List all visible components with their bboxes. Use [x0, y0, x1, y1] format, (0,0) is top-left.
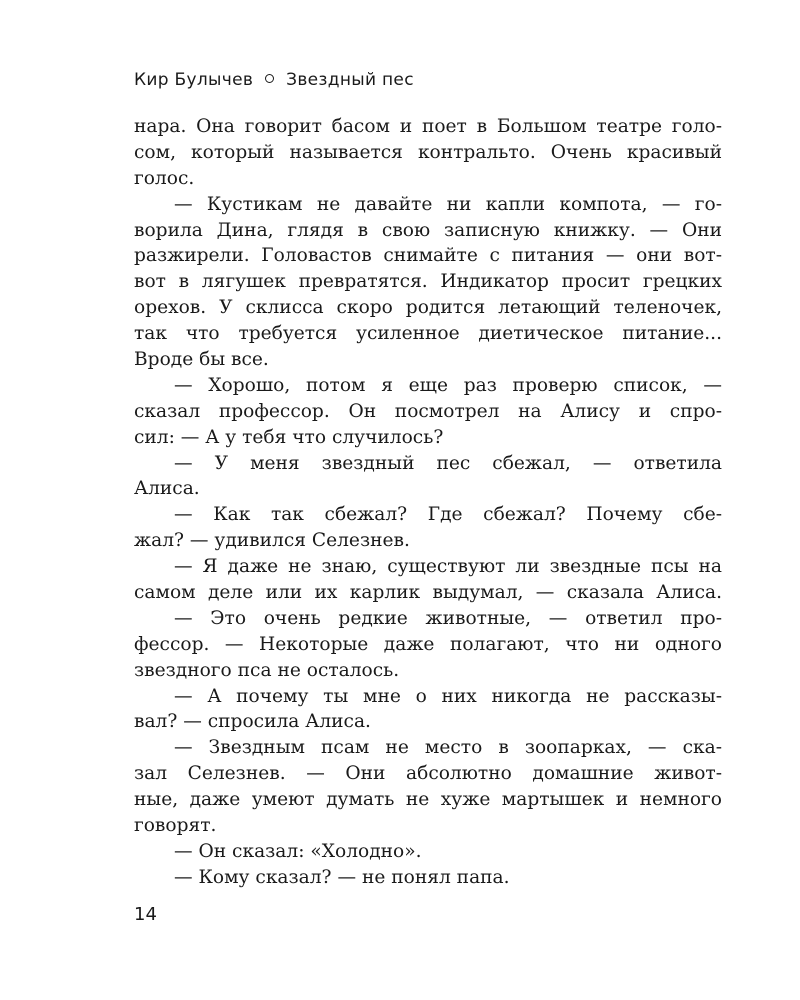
text-line: жал? — удивился Селезнев.: [134, 530, 410, 552]
text-line: Вроде бы все.: [134, 349, 269, 371]
text-line: нара. Она говорит басом и поет в Большом театре голо-: [134, 116, 722, 137]
running-header: [134, 70, 414, 90]
text-line: вал? — спросила Алиса.: [134, 711, 371, 733]
text-line: — Я даже не знаю, существуют ли звездные псы на: [174, 556, 722, 578]
text-line: — Кустикам не давайте ни капли компота, — го-: [174, 193, 722, 215]
header-author: Кир Булычев: [134, 70, 254, 90]
text-line: ные, даже умеют думать не хуже мартышек и немного: [134, 789, 722, 811]
text-line: вот в лягушек превратятся. Индикатор просит грецких: [134, 271, 722, 293]
text-line: Алиса.: [134, 478, 200, 500]
text-line: — Кому сказал? — не понял папа.: [174, 866, 510, 888]
text-line: ворила Дина, глядя в свою записную книжку. — Они: [134, 219, 722, 241]
text-line: фессор. — Некоторые даже полагают, что ни одного: [134, 633, 722, 655]
text-line: так что требуется усиленное диетическое питание...: [134, 323, 722, 345]
text-line: — У меня звездный пес сбежал, — ответила: [174, 452, 722, 474]
text-line: — А почему ты мне о них никогда не рассказы-: [174, 685, 722, 707]
text-line: сом, который называется контральто. Очень красивый: [134, 141, 722, 163]
text-line: орехов. У склисса скоро родится летающий теленочек,: [134, 297, 722, 319]
text-line: сил: — А у тебя что случилось?: [134, 426, 444, 448]
text-line: говорят.: [134, 815, 217, 837]
text-line: — Он сказал: «Холодно».: [174, 840, 422, 862]
text-line: сказал профессор. Он посмотрел на Алису и спро-: [134, 400, 722, 422]
header-title: Звездный пес: [286, 70, 414, 90]
text-line: зал Селезнев. — Они абсолютно домашние живот-: [134, 763, 722, 785]
page-number: 14: [134, 904, 157, 925]
body-text: [134, 114, 722, 891]
text-line: — Звездным псам не место в зоопарках, — ска-: [174, 737, 722, 759]
text-line: голос.: [134, 167, 195, 189]
text-line: — Как так сбежал? Где сбежал? Почему сбе-: [174, 504, 722, 526]
text-line: — Хорошо, потом я еще раз проверю список, —: [174, 374, 722, 396]
text-line: самом деле или их карлик выдумал, — сказала Алиса.: [134, 582, 722, 604]
header-separator-icon: [265, 74, 274, 83]
text-line: звездного пса не осталось.: [134, 659, 400, 681]
text-line: — Это очень редкие животные, — ответил про-: [174, 607, 722, 629]
text-line: разжирели. Головастов снимайте с питания — они вот-: [134, 245, 722, 267]
